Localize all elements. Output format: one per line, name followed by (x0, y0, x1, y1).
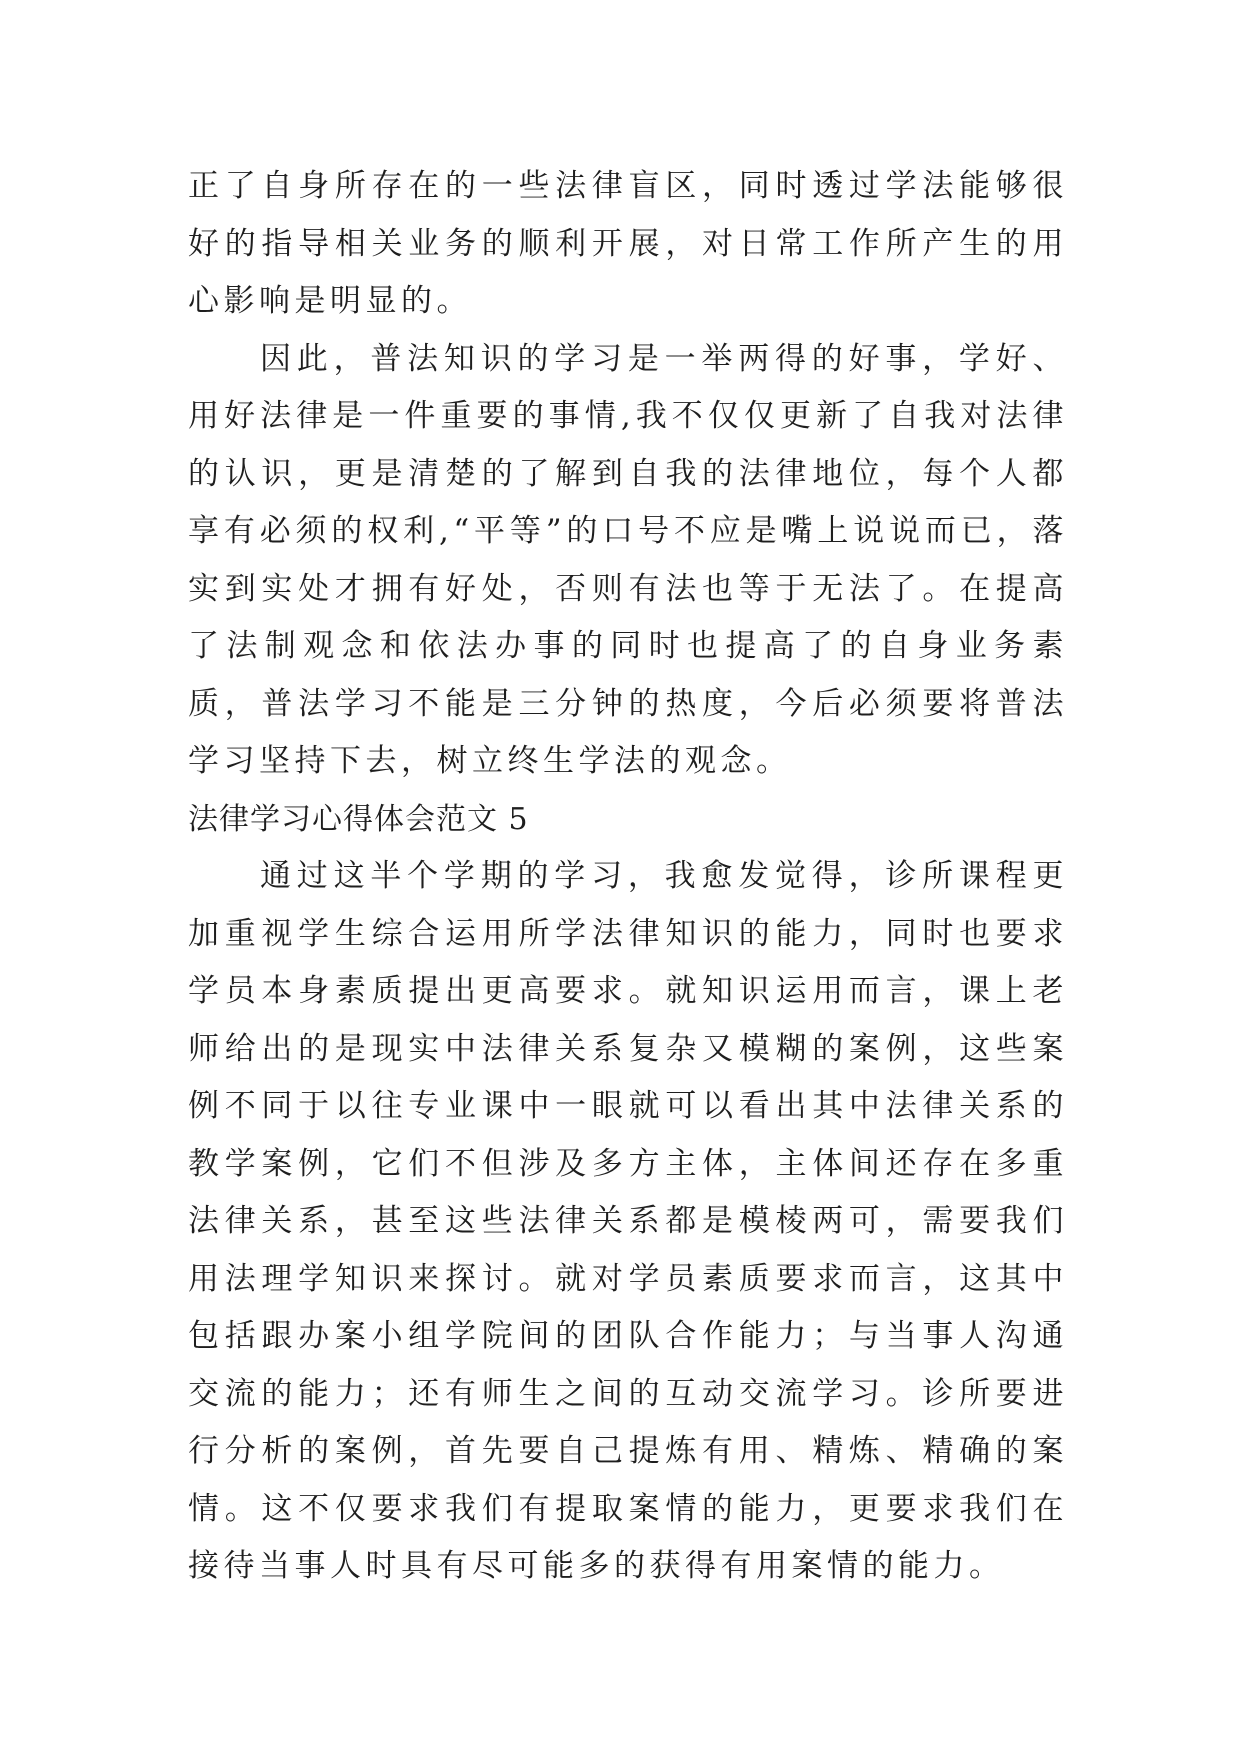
paragraph-law-awareness: 因此，普法知识的学习是一举两得的好事，学好、用好法律是一件重要的事情,我不仅仅更新了自我对法律的认识，更是清楚的了解到自我的法律地位，每个人都享有必须的权利,“平等”的口号不应是嘴上说说而已，落实到实处才拥有好处，否则有法也等于无法了。在提高了法制观念和依法办事的同时也提高了的自身业务素质，普法学习不能是三分钟的热度，今后必须要将普法学习坚持下去，树立终生学法的观念。 (188, 340, 1068, 779)
paragraph-clinic-course: 通过这半个学期的学习，我愈发觉得，诊所课程更加重视学生综合运用所学法律知识的能力，同时也要求学员本身素质提出更高要求。就知识运用而言，课上老师给出的是现实中法律关系复杂又模糊的案例，这些案例不同于以往专业课中一眼就可以看出其中法律关系的教学案例，它们不但涉及多方主体，主体间还存在多重法律关系，甚至这些法律关系都是模棱两可，需要我们用法理学知识来探讨。就对学员素质要求而言，这其中包括跟办案小组学院间的团队合作能力；与当事人沟通交流的能力；还有师生之间的互动交流学习。诊所要进行分析的案例，首先要自己提炼有用、精炼、精确的案情。这不仅要求我们有提取案情的能力，更要求我们在接待当事人时具有尽可能多的获得有用案情的能力。 (188, 858, 1068, 1584)
document-body (188, 158, 1068, 1596)
paragraph-continued: 正了自身所存在的一些法律盲区，同时透过学法能够很好的指导相关业务的顺利开展，对日常工作所产生的用心影响是明显的。 (188, 168, 1068, 319)
section-heading: 法律学习心得体会范文 5 (188, 801, 529, 837)
